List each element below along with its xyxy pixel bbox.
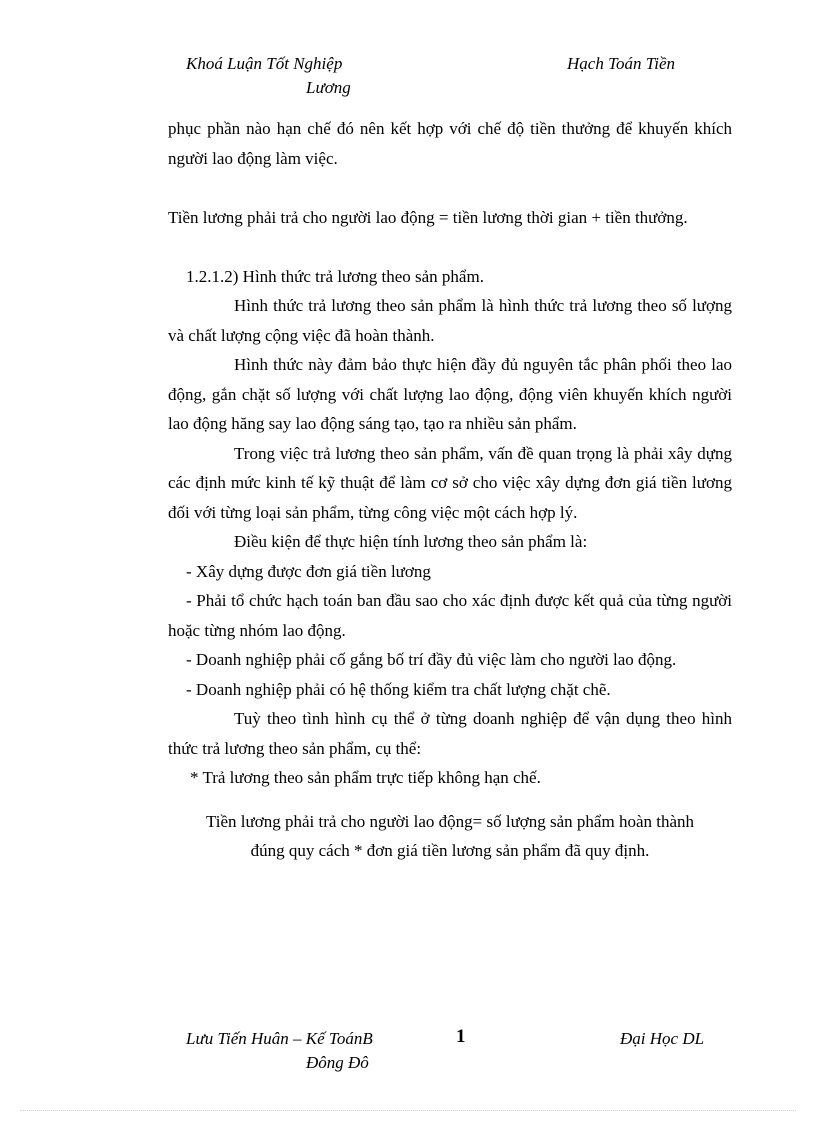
footer-author-cont: Đông Đô	[306, 1053, 369, 1072]
paragraph-5: Trong việc trả lương theo sản phẩm, vấn đề quan trọng là phải xây dựng các định mức kinh tế kỹ thuật để làm cơ sở cho việc xây dựng đơn giá tiền lương đối với từng loại sản phẩm, từng công việc một cách hợp lý.	[168, 443, 732, 522]
footer-author: Lưu Tiến Huân – Kế ToánB	[186, 1029, 373, 1048]
section-heading: 1.2.1.2) Hình thức trả lương theo sản phẩm.	[186, 266, 484, 286]
footer-left	[186, 1027, 426, 1075]
list-item-2: - Phải tổ chức hạch toán ban đầu sao cho xác định được kết quả của từng người hoặc từng nhóm lao động.	[168, 591, 732, 640]
paragraph-7: Tuỳ theo tình hình cụ thể ở từng doanh nghiệp để vận dụng theo hình thức trả lương theo sản phẩm, cụ thể:	[168, 709, 732, 758]
header-left	[186, 52, 386, 100]
page-number: 1	[456, 1026, 466, 1047]
paragraph-6: Điều kiện để thực hiện tính lương theo sản phẩm là:	[234, 532, 588, 551]
list-item-3: - Doanh nghiệp phải cố gắng bố trí đầy đủ việc làm cho người lao động.	[186, 650, 677, 669]
footer-right: Đại Học DL	[620, 1029, 705, 1048]
paragraph-3: Hình thức trả lương theo sản phẩm là hình thức trả lương theo số lượng và chất lượng cộng việc đã hoàn thành.	[168, 296, 732, 345]
header-thesis-title-cont: Lương	[306, 78, 351, 97]
header-thesis-title: Khoá Luận Tốt Nghiệp	[186, 54, 343, 73]
list-item-1: - Xây dựng được đơn giá tiền lương	[186, 561, 431, 581]
bullet-item: * Trả lương theo sản phẩm trực tiếp không hạn chế.	[190, 768, 541, 787]
page-bottom-divider	[20, 1110, 796, 1111]
header-right: Hạch Toán Tiền	[567, 54, 676, 73]
document-body	[168, 114, 732, 866]
paragraph-4: Hình thức này đảm bảo thực hiện đầy đủ nguyên tắc phân phối theo lao động, gắn chặt số lượng với chất lượng lao động, động viên khuyến khích người lao động hăng say lao động sáng tạo, tạo ra nhiều sản phẩm.	[168, 355, 732, 433]
formula-line-2: đúng quy cách * đơn giá tiền lương sản phẩm đã quy định.	[250, 841, 650, 860]
paragraph-1: phục phần nào hạn chế đó nên kết hợp với chế độ tiền thưởng để khuyến khích người lao động làm việc.	[168, 119, 732, 168]
paragraph-2: Tiền lương phải trả cho người lao động = tiền lương thời gian + tiền thưởng.	[168, 207, 688, 227]
list-item-4: - Doanh nghiệp phải có hệ thống kiểm tra chất lượng chặt chẽ.	[186, 679, 611, 699]
formula-line-1: Tiền lương phải trả cho người lao động= số lượng sản phẩm hoàn thành	[205, 811, 695, 831]
